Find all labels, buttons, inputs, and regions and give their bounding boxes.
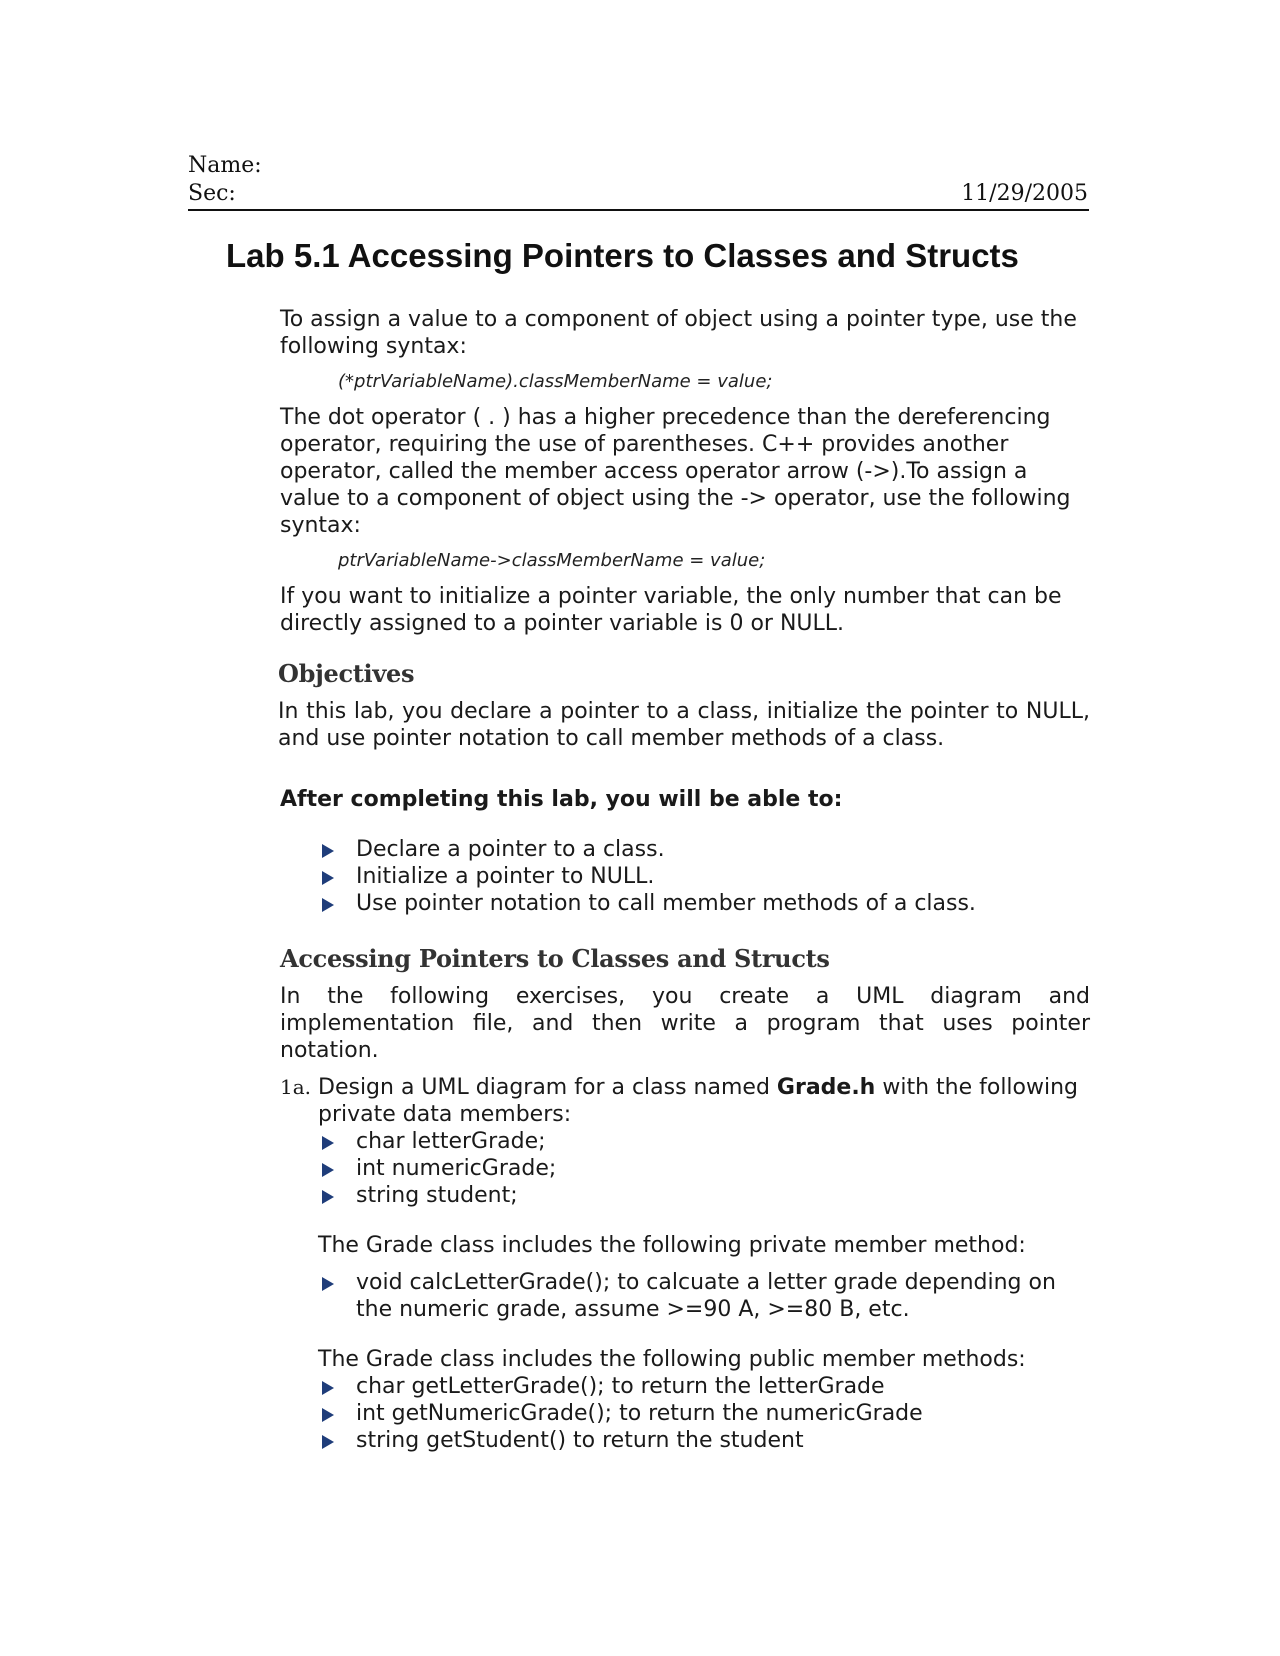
arrow-bullet-icon <box>322 871 334 885</box>
exercise-number: 1a. <box>280 1075 312 1099</box>
private-methods-intro: The Grade class includes the following private member method: <box>318 1233 1026 1258</box>
data-members-list <box>318 1128 1090 1209</box>
list-item: int getNumericGrade(); to return the numericGrade <box>322 1400 1090 1427</box>
arrow-bullet-icon <box>322 1381 334 1395</box>
name-row <box>188 152 1088 180</box>
arrow-bullet-icon <box>322 844 334 858</box>
objectives-list <box>280 836 1090 917</box>
name-label: Name: <box>188 153 262 178</box>
list-item: char getLetterGrade(); to return the letterGrade <box>322 1373 1090 1400</box>
page-title: Lab 5.1 Accessing Pointers to Classes and Structs <box>226 237 1019 274</box>
list-item: Declare a pointer to a class. <box>322 836 1090 863</box>
arrow-bullet-icon <box>322 1136 334 1150</box>
intro-paragraph-3: If you want to initialize a pointer variable, the only number that can be directly assigned to a pointer variable is 0 or NULL. <box>280 584 1062 636</box>
public-methods-list <box>318 1373 1090 1454</box>
arrow-bullet-icon <box>322 1163 334 1177</box>
objectives-heading: Objectives <box>278 659 415 688</box>
class-name: Grade.h <box>776 1075 876 1100</box>
list-item: Use pointer notation to call member methods of a class. <box>322 890 1090 917</box>
private-methods-list <box>318 1269 1090 1323</box>
syntax-example-1: (*ptrVariableName).classMemberName = value; <box>338 371 773 392</box>
syntax-example-2: ptrVariableName->classMemberName = value; <box>338 550 766 571</box>
arrow-bullet-icon <box>322 1277 334 1291</box>
list-item: string getStudent() to return the student <box>322 1427 1090 1454</box>
exercise-details <box>280 1128 1090 1454</box>
exercise-1a <box>280 1074 1090 1128</box>
section-text: In the following exercises, you create a UML diagram and implementation file, and then write a program that uses pointer notation. <box>280 984 1090 1063</box>
intro-paragraph-1: To assign a value to a component of object using a pointer type, use the following syntax: <box>280 307 1077 359</box>
section-heading: Accessing Pointers to Classes and Structs <box>280 944 830 973</box>
page-header <box>188 152 1088 208</box>
after-completing-heading: After completing this lab, you will be able to: <box>280 787 843 812</box>
arrow-bullet-icon <box>322 1435 334 1449</box>
sec-row <box>188 180 1088 208</box>
arrow-bullet-icon <box>322 1190 334 1204</box>
list-item: Initialize a pointer to NULL. <box>322 863 1090 890</box>
list-item: int numericGrade; <box>322 1155 1090 1182</box>
arrow-bullet-icon <box>322 898 334 912</box>
date-text: 11/29/2005 <box>961 181 1088 206</box>
exercise-text: Design a UML diagram for a class named Grade.h with the following private data members: <box>318 1075 1079 1127</box>
sec-label: Sec: <box>188 181 236 206</box>
arrow-bullet-icon <box>322 1408 334 1422</box>
intro-paragraph-2: The dot operator ( . ) has a higher precedence than the dereferencing operator, requiring the use of parentheses. C++ provides another operator, called the member access operator arrow (->).To assign a value to a component of object using the -> operator, use the following syntax: <box>280 405 1071 538</box>
list-item: string student; <box>322 1182 1090 1209</box>
list-item: char letterGrade; <box>322 1128 1090 1155</box>
document-body <box>280 306 1090 1454</box>
objectives-text: In this lab, you declare a pointer to a class, initialize the pointer to NULL, and use pointer notation to call member methods of a class. <box>278 699 1090 751</box>
public-methods-intro: The Grade class includes the following public member methods: <box>318 1347 1026 1372</box>
list-item: void calcLetterGrade(); to calcuate a letter grade depending on the numeric grade, assume >=90 A, >=80 B, etc. <box>322 1269 1090 1323</box>
header-divider <box>188 209 1089 211</box>
